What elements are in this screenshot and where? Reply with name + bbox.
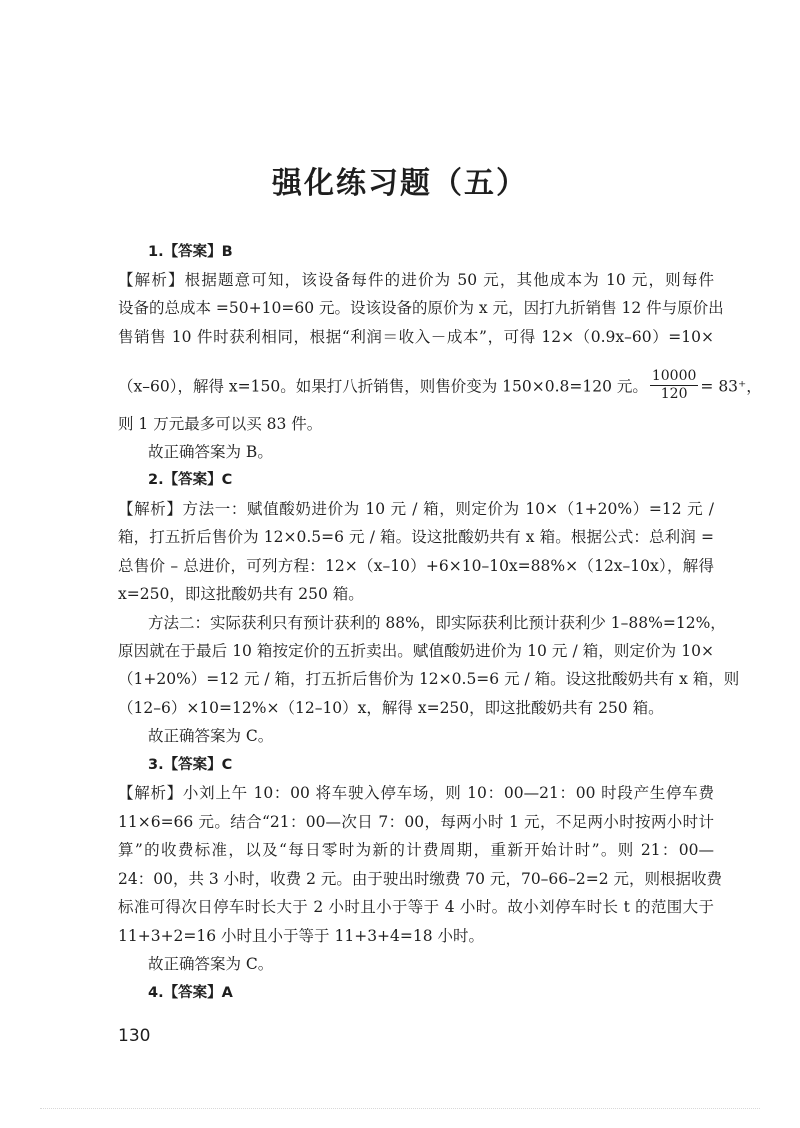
q1-line-4-text: （x–60），解得 x=150。如果打八折销售，则售价变为 150×0.8=120 元。 xyxy=(118,377,648,396)
q1-analysis-line-1: 【解析】根据题意可知，该设备每件的进价为 50 元，其他成本为 10 元，则每件 xyxy=(118,271,714,289)
q3-analysis-line-6: 11+3+2=16 小时且小于等于 11+3+4=18 小时。 xyxy=(118,927,485,945)
q1-analysis-line-5: 则 1 万元最多可以买 83 件。 xyxy=(118,415,323,433)
q2-method2-line-1: 方法二：实际获利只有预计获利的 88%，即实际获利比预计获利少 1–88%=12%， xyxy=(148,614,726,632)
q3-analysis-line-4: 24：00，共 3 小时，收费 2 元。由于驶出时缴费 70 元，70–66–2=2 元，则根据收费 xyxy=(118,870,723,888)
q2-method2-line-2: 原因就在于最后 10 箱按定价的五折卖出。赋值酸奶进价为 10 元 / 箱，则定价为 10× xyxy=(118,642,714,660)
scan-edge xyxy=(40,1108,760,1110)
q1-fraction-numerator: 10000 xyxy=(651,368,697,384)
q1-fraction xyxy=(650,368,699,403)
q2-method2-line-3: （1+20%）=12 元 / 箱，打五折后售价为 12×0.5=6 元 / 箱。设这批酸奶共有 x 箱，则 xyxy=(118,670,740,688)
q2-answer: 2.【答案】C xyxy=(148,472,233,488)
q4-answer: 4.【答案】A xyxy=(148,985,233,1001)
q3-analysis-line-3: 算”的收费标准，以及“每日零时为新的计费周期，重新开始计时”。则 21：00— xyxy=(118,841,714,859)
q2-analysis-line-2: 箱，打五折后售价为 12×0.5=6 元 / 箱。设这批酸奶共有 x 箱。根据公式：总利润 = xyxy=(118,528,714,546)
q1-analysis-line-3: 售销售 10 件时获利相同，根据“利润＝收入－成本”，可得 12×（0.9x–60）=10× xyxy=(118,328,714,346)
page-number: 130 xyxy=(118,1026,151,1046)
page-title: 强化练习题（五） xyxy=(272,166,528,201)
q1-fraction-denominator: 120 xyxy=(660,386,688,402)
q2-method2-line-4: （12–6）×10=12%×（12–10）x，解得 x=250，即这批酸奶共有 250 箱。 xyxy=(118,699,664,717)
q1-line-4-result: = 83⁺， xyxy=(700,377,762,396)
q1-answer: 1.【答案】B xyxy=(148,244,233,260)
q3-analysis-line-2: 11×6=66 元。结合“21：00—次日 7：00，每两小时 1 元，不足两小时按两小时计 xyxy=(118,813,714,831)
q2-analysis-line-4: x=250，即这批酸奶共有 250 箱。 xyxy=(118,585,364,603)
q3-conclusion: 故正确答案为 C。 xyxy=(148,955,274,973)
q3-answer: 3.【答案】C xyxy=(148,757,233,773)
q2-analysis-line-1: 【解析】方法一：赋值酸奶进价为 10 元 / 箱，则定价为 10×（1+20%）=12 元 / xyxy=(118,500,714,518)
q3-analysis-line-5: 标准可得次日停车时长大于 2 小时且小于等于 4 小时。故小刘停车时长 t 的范围大于 xyxy=(118,898,714,916)
q1-analysis-line-4 xyxy=(118,368,762,405)
q2-analysis-line-3: 总售价 – 总进价，可列方程：12×（x–10）+6×10–10x=88%×（12x–10x），解得 xyxy=(118,557,714,575)
q1-conclusion: 故正确答案为 B。 xyxy=(148,443,273,461)
q2-conclusion: 故正确答案为 C。 xyxy=(148,727,274,745)
q1-analysis-line-2: 设备的总成本 =50+10=60 元。设该设备的原价为 x 元，因打九折销售 12 件与原价出 xyxy=(118,299,724,317)
q3-analysis-line-1: 【解析】小刘上午 10：00 将车驶入停车场，则 10：00—21：00 时段产生停车费 xyxy=(118,784,714,802)
